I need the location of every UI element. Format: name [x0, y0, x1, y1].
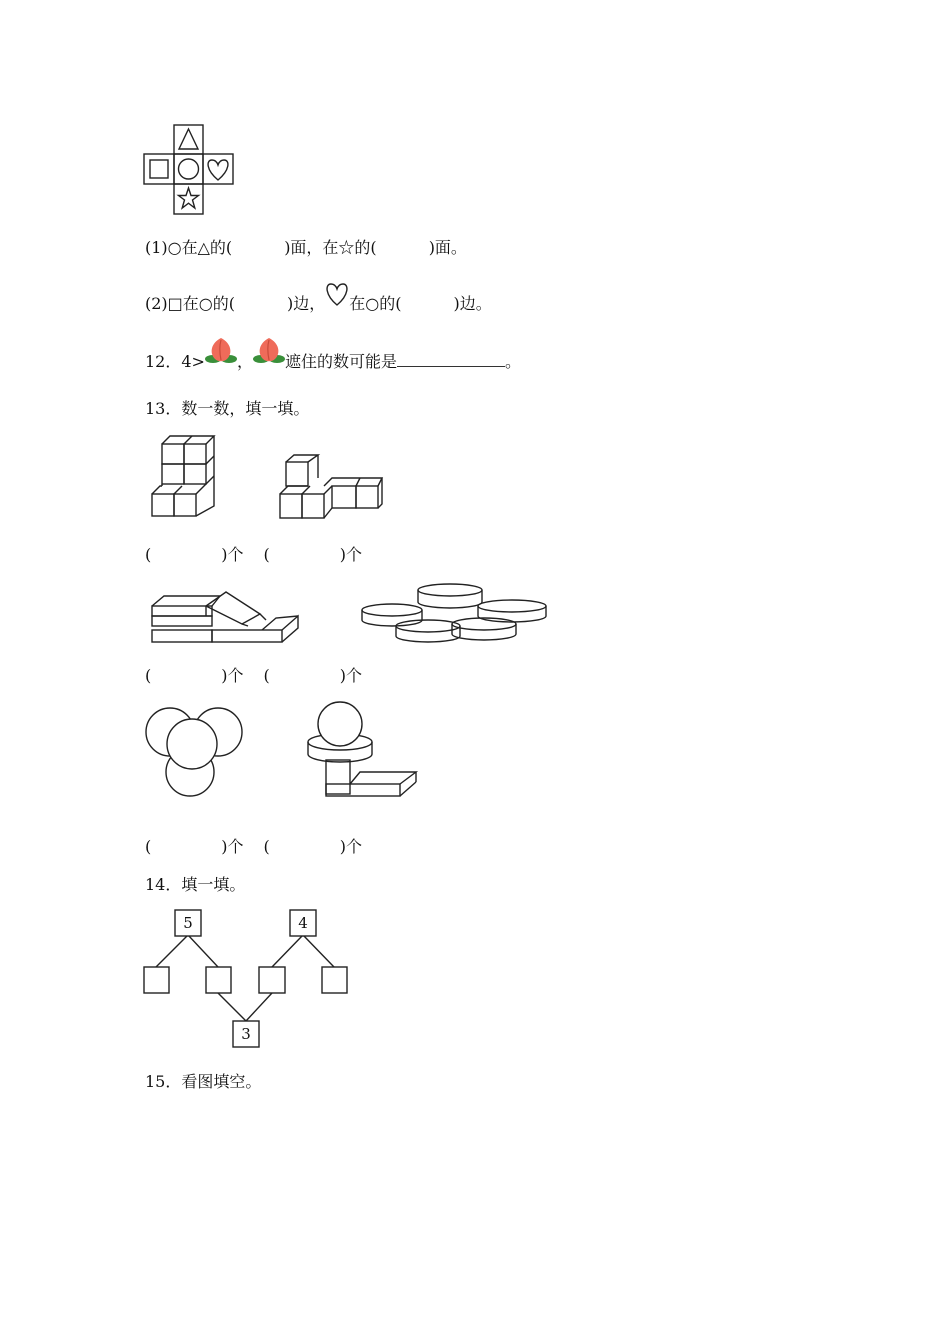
cylinder-stack-figure [360, 580, 552, 650]
q14-title: 14．填一填。 [145, 875, 246, 894]
q13-answer-row-1: ( )个 ( )个 [145, 545, 362, 564]
mixed-solids-figure [304, 700, 420, 800]
answer-box [322, 967, 347, 993]
q11-line-1: (1)○在△的( )面，在☆的( )面。 [145, 238, 467, 257]
q13-answer-row-3: ( )个 ( )个 [145, 837, 362, 856]
peach-icon [205, 347, 237, 367]
answer-blank[interactable] [397, 352, 505, 367]
number-split-diagram [140, 905, 354, 1053]
square-face [150, 160, 168, 178]
cube-stack-figure-1 [150, 434, 230, 524]
q15-title: 15．看图填空。 [145, 1072, 262, 1091]
star-face [179, 188, 199, 208]
answer-box [144, 967, 169, 993]
answer-box [206, 967, 231, 993]
circle-face [179, 159, 199, 179]
q11-line-2: (2)□在○的( )边， 在○的( )边。 [145, 289, 492, 314]
heart-face [208, 160, 228, 180]
number-top-right: 4 [298, 914, 308, 932]
heart-icon [325, 289, 349, 309]
q12-line: 12．4> ， 遮住的数可能是 。 [145, 347, 521, 372]
number-bottom: 3 [241, 1025, 251, 1043]
cube-stack-figure-2 [276, 452, 388, 522]
triangle-face [179, 129, 198, 149]
peach-icon [253, 347, 285, 367]
answer-box [259, 967, 285, 993]
number-top-left: 5 [183, 914, 193, 932]
sphere-group-figure [144, 702, 248, 798]
cube-net-figure [140, 120, 240, 220]
q13-title: 13．数一数，填一填。 [145, 399, 310, 418]
q13-answer-row-2: ( )个 ( )个 [145, 666, 362, 685]
cuboid-stack-figure [148, 588, 308, 648]
